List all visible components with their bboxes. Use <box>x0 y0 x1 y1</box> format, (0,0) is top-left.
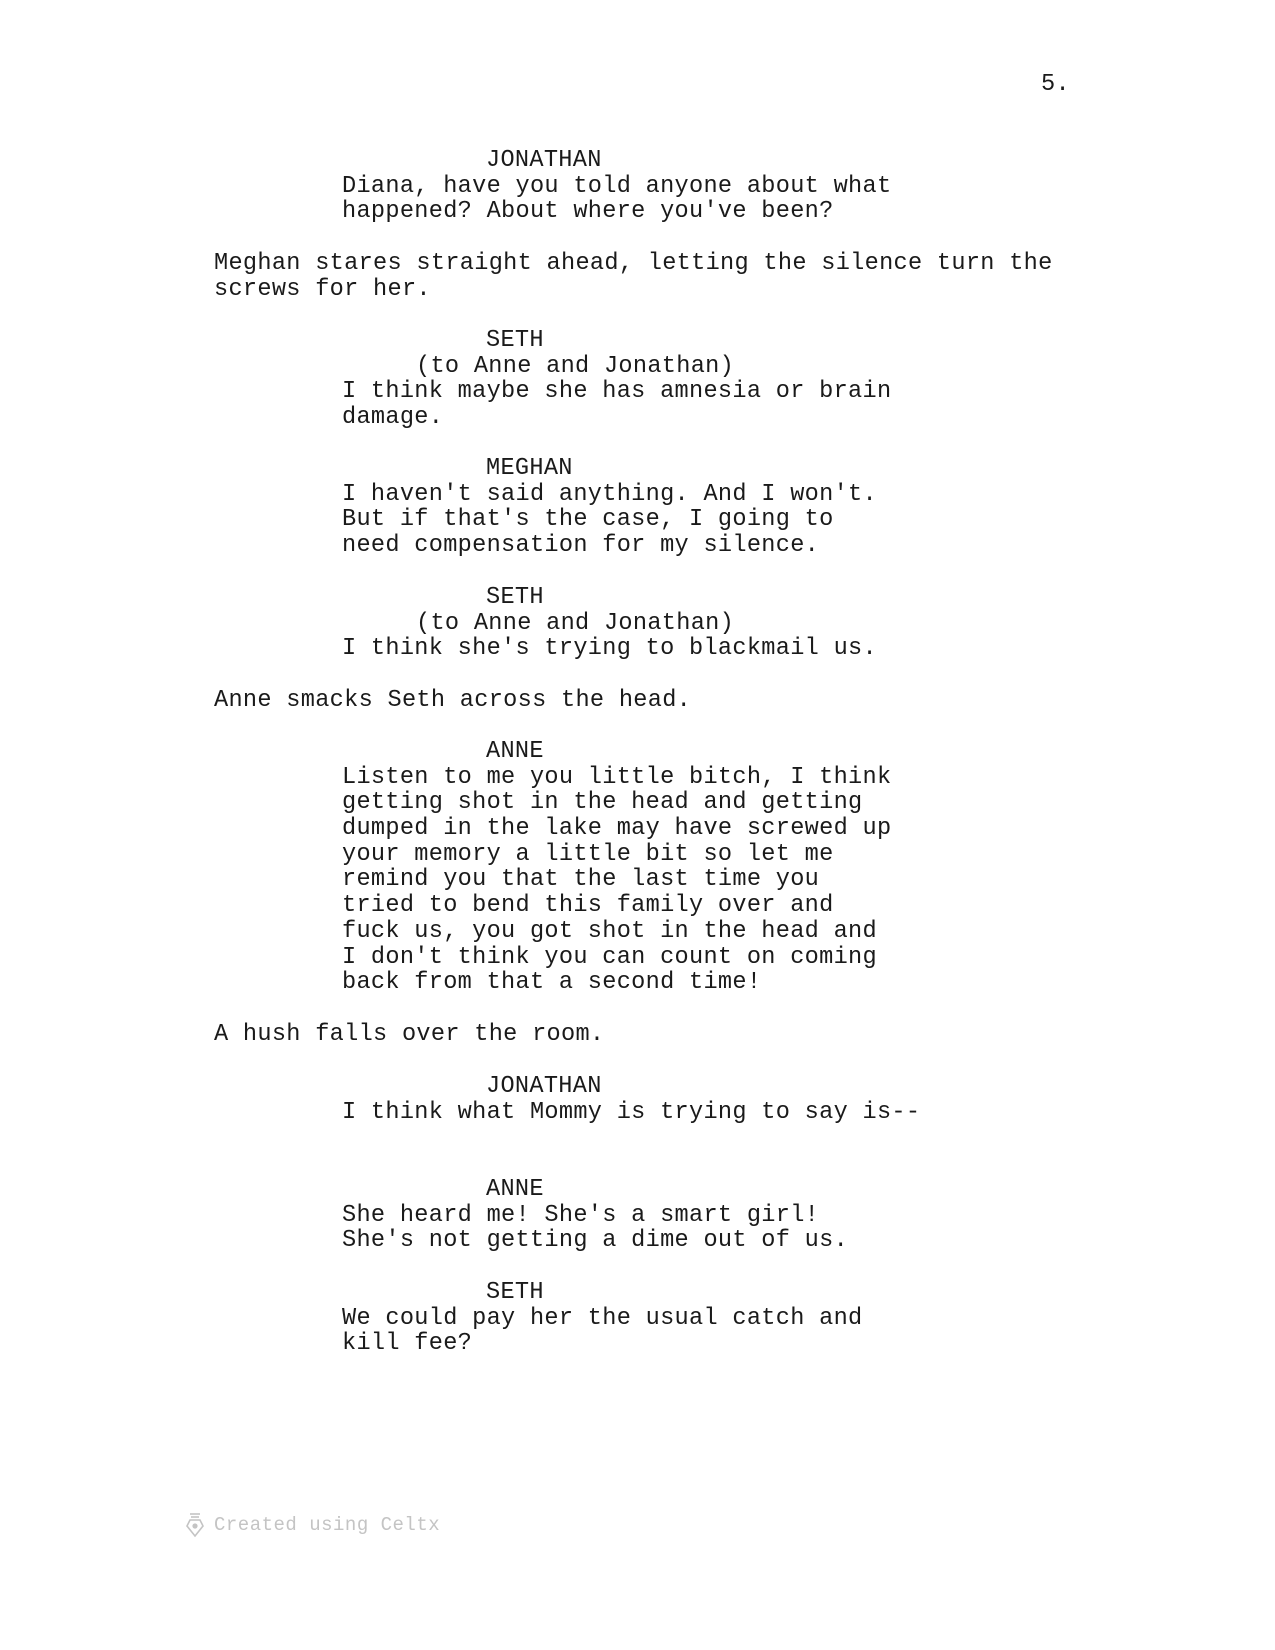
dialogue-line: We could pay her the usual catch and <box>342 1304 863 1332</box>
dialogue-line: back from that a second time! <box>342 969 762 997</box>
action-block <box>0 251 1275 302</box>
dialogue-line: need compensation for my silence. <box>342 532 820 560</box>
action-block <box>0 1022 1275 1048</box>
parenthetical: (to Anne and Jonathan) <box>416 352 735 380</box>
dialogue-line: happened? About where you've been? <box>342 198 834 226</box>
character-name: ANNE <box>486 1176 544 1203</box>
dialogue-line: fuck us, you got shot in the head and <box>342 917 877 945</box>
dialogue-line: She's not getting a dime out of us. <box>342 1227 849 1255</box>
dialogue-line: Listen to me you little bitch, I think <box>342 763 892 791</box>
character-name: SETH <box>486 327 544 354</box>
dialogue-block <box>0 585 1275 662</box>
dialogue-line: remind you that the last time you <box>342 866 820 894</box>
dialogue-line: dumped in the lake may have screwed up <box>342 815 892 843</box>
dialogue-block <box>0 456 1275 559</box>
character-name: ANNE <box>486 738 544 765</box>
dialogue-line: I don't think you can count on coming <box>342 943 877 971</box>
dialogue-block <box>0 328 1275 431</box>
dialogue-block <box>0 1074 1275 1125</box>
dialogue-line: I haven't said anything. And I won't. <box>342 480 877 508</box>
dialogue-line: I think maybe she has amnesia or brain <box>342 378 892 406</box>
character-name: JONATHAN <box>486 147 602 174</box>
dialogue-block <box>0 1280 1275 1357</box>
dialogue-block <box>0 1177 1275 1254</box>
dialogue-line: I think what Mommy is trying to say is-- <box>342 1098 921 1126</box>
page-number: 5. <box>1041 71 1070 98</box>
action-line: screws for her. <box>214 275 431 303</box>
action-block <box>0 688 1275 714</box>
celtx-watermark <box>184 1512 440 1538</box>
dialogue-line: your memory a little bit so let me <box>342 840 834 868</box>
action-line: Meghan stares straight ahead, letting the silence turn the <box>214 250 1053 277</box>
action-line: Anne smacks Seth across the head. <box>214 687 692 714</box>
dialogue-line: getting shot in the head and getting <box>342 789 863 817</box>
dialogue-block <box>0 739 1275 996</box>
dialogue-line: kill fee? <box>342 1330 473 1358</box>
character-name: SETH <box>486 1279 544 1306</box>
character-name: JONATHAN <box>486 1073 602 1100</box>
dialogue-line: tried to bend this family over and <box>342 892 834 920</box>
dialogue-line: I think she's trying to blackmail us. <box>342 635 877 663</box>
character-name: SETH <box>486 584 544 611</box>
dialogue-line: damage. <box>342 404 444 432</box>
dialogue-block <box>0 148 1275 225</box>
dialogue-line: Diana, have you told anyone about what <box>342 172 892 200</box>
parenthetical: (to Anne and Jonathan) <box>416 609 735 637</box>
celtx-pen-nib-icon <box>184 1512 206 1538</box>
watermark-text: Created using Celtx <box>214 1514 441 1536</box>
dialogue-line: She heard me! She's a smart girl! <box>342 1201 820 1229</box>
dialogue-line: But if that's the case, I going to <box>342 506 834 534</box>
action-line: A hush falls over the room. <box>214 1021 605 1048</box>
character-name: MEGHAN <box>486 455 573 482</box>
